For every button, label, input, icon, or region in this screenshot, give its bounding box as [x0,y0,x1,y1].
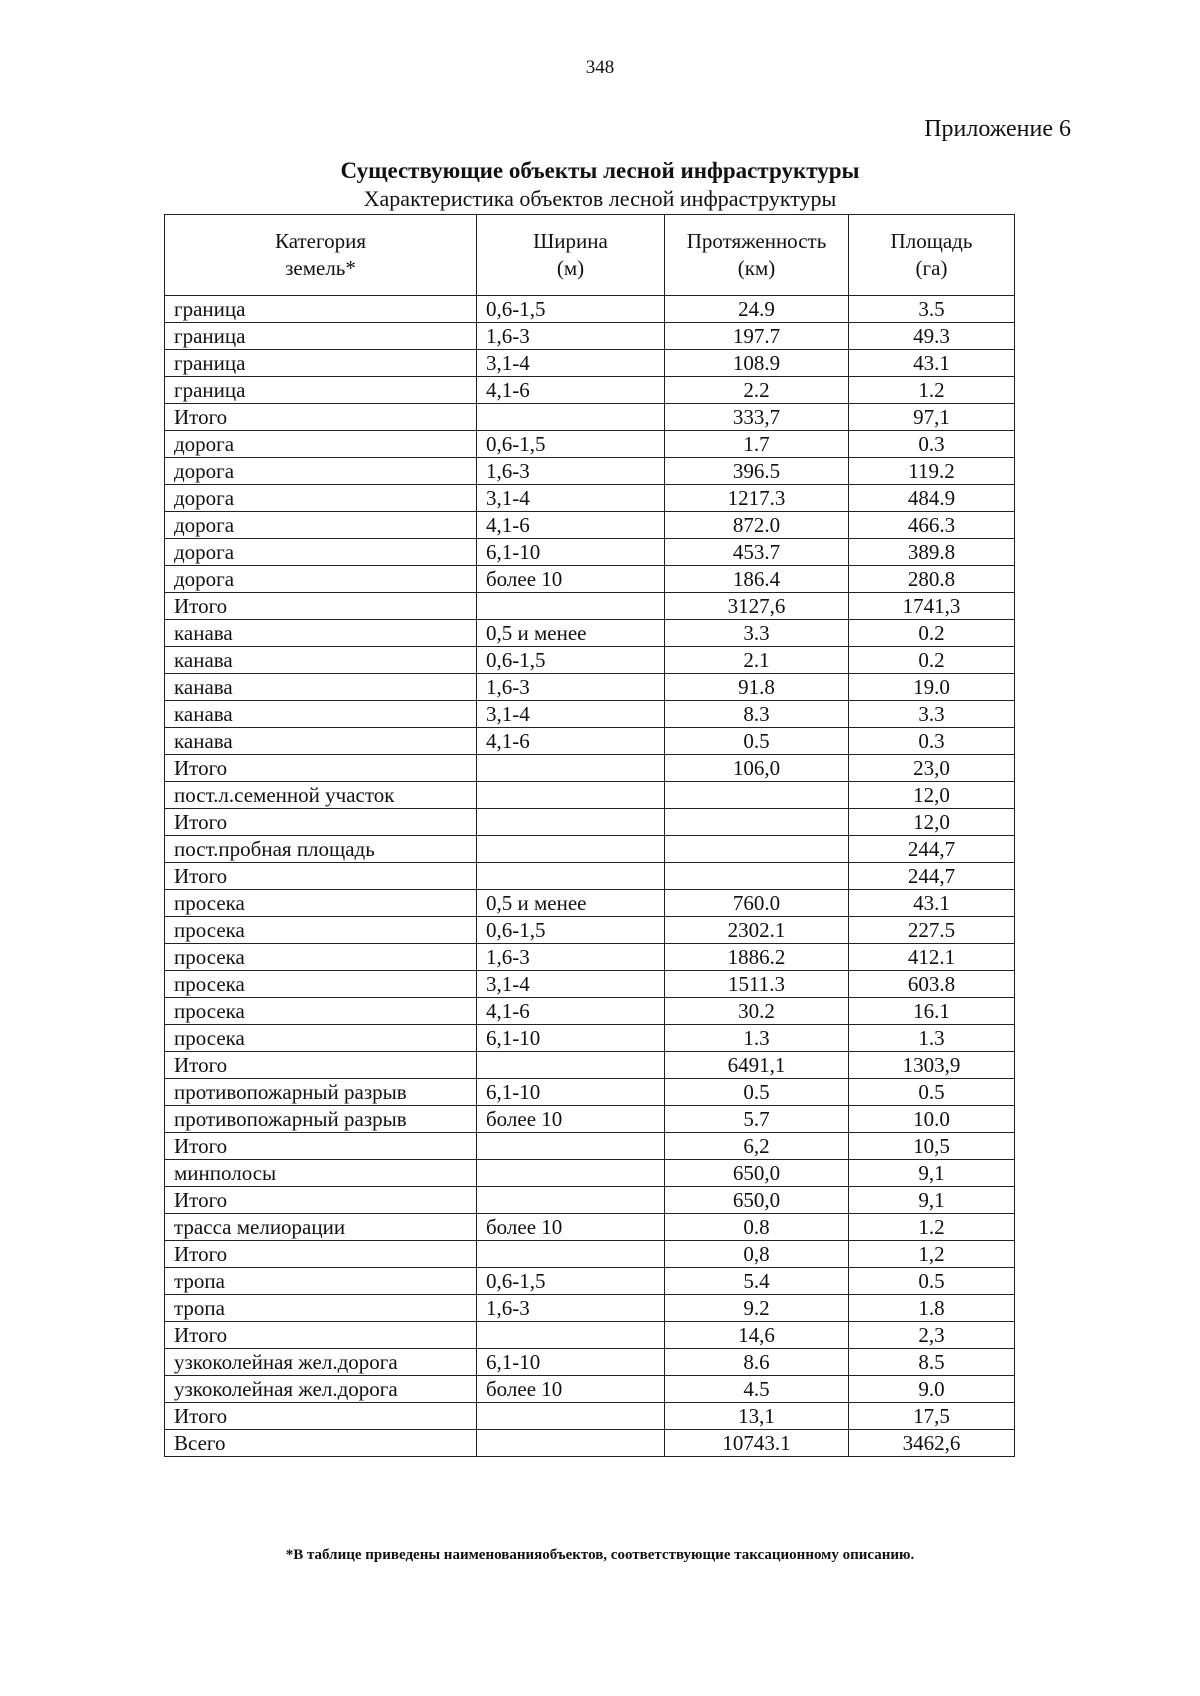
cell-width [477,1430,665,1457]
cell-length: 91.8 [665,674,849,701]
cell-length: 1886.2 [665,944,849,971]
cell-length: 13,1 [665,1403,849,1430]
header-category [165,215,477,296]
cell-area: 244,7 [849,836,1015,863]
cell-length: 6491,1 [665,1052,849,1079]
table-row [165,566,1015,593]
table-row [165,377,1015,404]
cell-category: Итого [165,863,477,890]
cell-category: Итого [165,1322,477,1349]
cell-width: 3,1-4 [477,971,665,998]
table-row [165,701,1015,728]
cell-width: более 10 [477,566,665,593]
header-length [665,215,849,296]
cell-width [477,863,665,890]
cell-length: 0.5 [665,728,849,755]
cell-length: 3.3 [665,620,849,647]
cell-width: 4,1-6 [477,728,665,755]
cell-length: 1217.3 [665,485,849,512]
cell-width: 3,1-4 [477,701,665,728]
footnote: *В таблице приведены наименованияобъектов, соответствующие таксационному описанию. [285,1547,915,1563]
cell-length: 1511.3 [665,971,849,998]
cell-length: 650,0 [665,1187,849,1214]
cell-category: противопожарный разрыв [165,1079,477,1106]
cell-category: просека [165,917,477,944]
table-row [165,674,1015,701]
table-row [165,1403,1015,1430]
cell-length: 8.6 [665,1349,849,1376]
cell-length: 2302.1 [665,917,849,944]
cell-width [477,782,665,809]
cell-width: 4,1-6 [477,377,665,404]
cell-category: дорога [165,458,477,485]
table-row [165,809,1015,836]
cell-length: 6,2 [665,1133,849,1160]
cell-category: дорога [165,566,477,593]
appendix-label: Приложение 6 [924,116,1071,142]
table-row [165,1214,1015,1241]
cell-length: 5.4 [665,1268,849,1295]
table-row [165,1430,1015,1457]
cell-width: 0,6-1,5 [477,296,665,323]
cell-width: 1,6-3 [477,1295,665,1322]
cell-area: 0.2 [849,620,1015,647]
cell-area: 603.8 [849,971,1015,998]
table-row [165,1187,1015,1214]
cell-width: 3,1-4 [477,350,665,377]
cell-width [477,593,665,620]
table-row [165,485,1015,512]
document-title: Существующие объекты лесной инфраструктуры [340,158,860,183]
cell-area: 12,0 [849,809,1015,836]
table-row [165,1268,1015,1295]
cell-width: 6,1-10 [477,1079,665,1106]
cell-category: Итого [165,1052,477,1079]
cell-area: 17,5 [849,1403,1015,1430]
table-row [165,1241,1015,1268]
cell-length: 186.4 [665,566,849,593]
cell-length: 197.7 [665,323,849,350]
header-length-line2: (км) [737,256,776,280]
cell-length: 3127,6 [665,593,849,620]
cell-area: 19.0 [849,674,1015,701]
header-area-line1: Площадь [890,229,973,253]
cell-category: Итого [165,1403,477,1430]
cell-length [665,836,849,863]
cell-area: 119.2 [849,458,1015,485]
table-row [165,1322,1015,1349]
cell-area: 9,1 [849,1187,1015,1214]
cell-category: канава [165,620,477,647]
cell-area: 12,0 [849,782,1015,809]
cell-width: 1,6-3 [477,674,665,701]
cell-width [477,404,665,431]
cell-width [477,1403,665,1430]
cell-category: Итого [165,809,477,836]
cell-length: 333,7 [665,404,849,431]
table-row [165,863,1015,890]
cell-category: противопожарный разрыв [165,1106,477,1133]
cell-width: более 10 [477,1376,665,1403]
cell-area: 10,5 [849,1133,1015,1160]
cell-length: 2.2 [665,377,849,404]
cell-length: 10743.1 [665,1430,849,1457]
cell-area: 484.9 [849,485,1015,512]
cell-category: узкоколейная жел.дорога [165,1349,477,1376]
cell-area: 1741,3 [849,593,1015,620]
cell-length: 872.0 [665,512,849,539]
cell-area: 3.3 [849,701,1015,728]
table-header [165,215,1015,296]
cell-area: 23,0 [849,755,1015,782]
table-row [165,1106,1015,1133]
cell-width [477,836,665,863]
header-width [477,215,665,296]
cell-area: 389.8 [849,539,1015,566]
cell-width: 4,1-6 [477,998,665,1025]
cell-area: 227.5 [849,917,1015,944]
cell-category: тропа [165,1295,477,1322]
cell-category: граница [165,296,477,323]
table-row [165,458,1015,485]
cell-length: 0.8 [665,1214,849,1241]
header-area [849,215,1015,296]
cell-width: 1,6-3 [477,944,665,971]
page-number: 348 [585,57,615,78]
cell-width [477,1160,665,1187]
cell-category: трасса мелиорации [165,1214,477,1241]
cell-area: 0.5 [849,1079,1015,1106]
table-row [165,323,1015,350]
cell-area: 1.2 [849,1214,1015,1241]
cell-area: 3462,6 [849,1430,1015,1457]
cell-width [477,1187,665,1214]
cell-category: граница [165,350,477,377]
cell-area: 1303,9 [849,1052,1015,1079]
cell-category: Итого [165,404,477,431]
cell-area: 1.2 [849,377,1015,404]
table-row [165,917,1015,944]
cell-width [477,1052,665,1079]
cell-length: 8.3 [665,701,849,728]
cell-width: 0,6-1,5 [477,431,665,458]
cell-area: 9,1 [849,1160,1015,1187]
header-row [165,215,1015,296]
table-row [165,1295,1015,1322]
cell-category: просека [165,971,477,998]
table-row [165,1133,1015,1160]
cell-length: 9.2 [665,1295,849,1322]
cell-width: более 10 [477,1106,665,1133]
cell-area: 10.0 [849,1106,1015,1133]
cell-width: 4,1-6 [477,512,665,539]
cell-width: более 10 [477,1214,665,1241]
cell-area: 0.5 [849,1268,1015,1295]
cell-area: 9.0 [849,1376,1015,1403]
cell-category: просека [165,890,477,917]
cell-length: 760.0 [665,890,849,917]
table-row [165,1376,1015,1403]
cell-width [477,809,665,836]
table-row [165,647,1015,674]
cell-length: 14,6 [665,1322,849,1349]
cell-width: 3,1-4 [477,485,665,512]
cell-area: 1.3 [849,1025,1015,1052]
cell-width: 6,1-10 [477,539,665,566]
cell-width: 0,6-1,5 [477,1268,665,1295]
table-row [165,1079,1015,1106]
cell-area: 97,1 [849,404,1015,431]
cell-length: 396.5 [665,458,849,485]
cell-area: 49.3 [849,323,1015,350]
cell-category: Всего [165,1430,477,1457]
cell-category: просека [165,944,477,971]
cell-length: 453.7 [665,539,849,566]
cell-category: пост.пробная площадь [165,836,477,863]
table-row [165,728,1015,755]
cell-category: канава [165,728,477,755]
cell-category: граница [165,323,477,350]
cell-width [477,1241,665,1268]
cell-category: просека [165,998,477,1025]
cell-category: узкоколейная жел.дорога [165,1376,477,1403]
cell-area: 280.8 [849,566,1015,593]
table-row [165,593,1015,620]
cell-area: 412.1 [849,944,1015,971]
table-row [165,512,1015,539]
table-row [165,944,1015,971]
cell-width: 0,6-1,5 [477,647,665,674]
cell-width: 1,6-3 [477,323,665,350]
table-row [165,1025,1015,1052]
cell-area: 16.1 [849,998,1015,1025]
cell-width [477,1133,665,1160]
table-row [165,1349,1015,1376]
cell-area: 0.2 [849,647,1015,674]
header-length-line1: Протяженность [686,229,827,253]
cell-area: 43.1 [849,350,1015,377]
cell-length: 108.9 [665,350,849,377]
table-row [165,1052,1015,1079]
cell-category: дорога [165,431,477,458]
cell-width [477,1322,665,1349]
table-row [165,296,1015,323]
cell-area: 0.3 [849,728,1015,755]
cell-category: просека [165,1025,477,1052]
cell-area: 244,7 [849,863,1015,890]
cell-length: 24.9 [665,296,849,323]
cell-width [477,755,665,782]
cell-length: 0,8 [665,1241,849,1268]
cell-area: 1.8 [849,1295,1015,1322]
cell-width: 1,6-3 [477,458,665,485]
table-row [165,755,1015,782]
table-body [165,296,1015,1457]
cell-length: 1.7 [665,431,849,458]
table-row [165,431,1015,458]
cell-area: 466.3 [849,512,1015,539]
cell-area: 8.5 [849,1349,1015,1376]
cell-length: 650,0 [665,1160,849,1187]
cell-category: граница [165,377,477,404]
cell-category: Итого [165,1187,477,1214]
cell-width: 6,1-10 [477,1349,665,1376]
table-row [165,890,1015,917]
header-category-line1: Категория [275,229,366,253]
cell-category: дорога [165,539,477,566]
cell-area: 43.1 [849,890,1015,917]
table-row [165,782,1015,809]
cell-area: 2,3 [849,1322,1015,1349]
cell-width: 0,5 и менее [477,620,665,647]
table-row [165,1160,1015,1187]
cell-length: 1.3 [665,1025,849,1052]
infrastructure-table [164,214,1015,1457]
cell-length: 5.7 [665,1106,849,1133]
document-subtitle: Характеристика объектов лесной инфраструктуры [363,186,837,211]
cell-category: дорога [165,512,477,539]
cell-category: пост.л.семенной участок [165,782,477,809]
cell-category: Итого [165,593,477,620]
cell-category: дорога [165,485,477,512]
cell-category: Итого [165,755,477,782]
cell-area: 3.5 [849,296,1015,323]
table-row [165,998,1015,1025]
cell-width: 0,5 и менее [477,890,665,917]
header-area-line2: (га) [915,256,948,280]
cell-length: 0.5 [665,1079,849,1106]
cell-length: 2.1 [665,647,849,674]
table-row [165,971,1015,998]
cell-width: 6,1-10 [477,1025,665,1052]
cell-length [665,809,849,836]
table-row [165,836,1015,863]
table-row [165,350,1015,377]
header-category-line2: земель* [285,256,356,280]
cell-category: канава [165,647,477,674]
cell-category: канава [165,674,477,701]
cell-length [665,863,849,890]
cell-category: Итого [165,1241,477,1268]
cell-category: тропа [165,1268,477,1295]
table-row [165,620,1015,647]
cell-area: 1,2 [849,1241,1015,1268]
cell-category: Итого [165,1133,477,1160]
cell-length: 4.5 [665,1376,849,1403]
cell-area: 0.3 [849,431,1015,458]
cell-width: 0,6-1,5 [477,917,665,944]
cell-category: канава [165,701,477,728]
cell-length: 30.2 [665,998,849,1025]
cell-length [665,782,849,809]
cell-length: 106,0 [665,755,849,782]
cell-category: минполосы [165,1160,477,1187]
header-width-line1: Ширина [533,229,608,253]
table-row [165,404,1015,431]
header-width-line2: (м) [556,256,585,280]
table-row [165,539,1015,566]
